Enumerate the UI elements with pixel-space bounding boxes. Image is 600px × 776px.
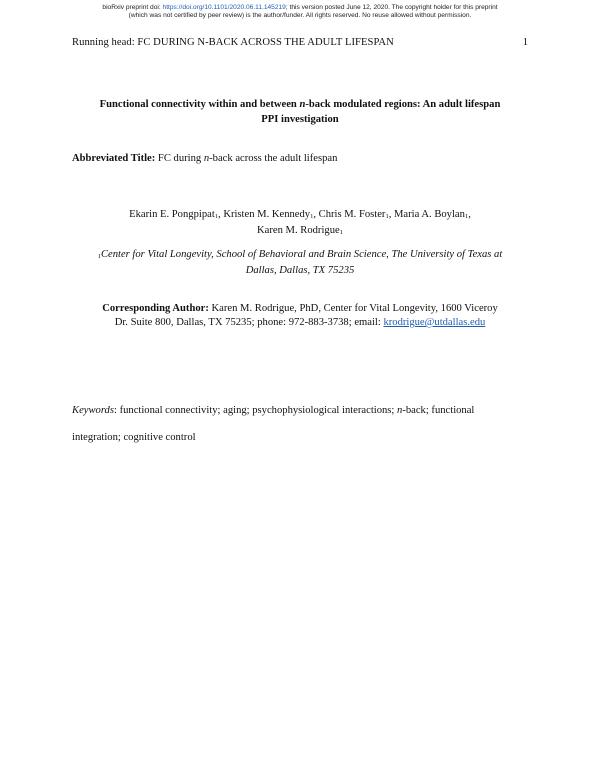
- title-italic-n: n: [299, 99, 306, 110]
- author-affiliation-marker: 1: [214, 213, 219, 220]
- author: Chris M. Foster: [318, 209, 386, 220]
- affiliation-text: Center for Vital Longevity, School of Behavioral and Brain Science, The University of Texas at: [100, 249, 503, 260]
- keywords-line2: integration; cognitive control: [72, 432, 196, 443]
- abbreviated-title-text-b: -back across the adult lifespan: [209, 153, 338, 164]
- doi-link[interactable]: https://doi.org/10.1101/2020.06.11.145219: [162, 4, 286, 11]
- notice-suffix: ; this version posted June 12, 2020. The copyright holder for this preprint: [285, 4, 498, 11]
- preprint-notice-line1: [0, 4, 600, 12]
- author: Karen M. Rodrigue: [257, 225, 340, 236]
- author: Maria A. Boylan: [394, 209, 465, 220]
- keywords-text-b: -back; functional: [402, 405, 475, 416]
- preprint-notice: [0, 4, 600, 21]
- title-line2: PPI investigation: [261, 113, 339, 125]
- keywords-label: Keywords: [72, 405, 114, 416]
- affiliation-marker: 1: [97, 253, 101, 260]
- abbreviated-title-italic-n: n: [203, 153, 210, 164]
- author-affiliation-marker: 1: [385, 213, 389, 220]
- author-line1: [72, 208, 528, 224]
- corresponding-address: Dr. Suite 800, Dallas, TX 75235; phone: 972-883-3738; email:: [114, 317, 384, 328]
- author-separator: ,: [313, 209, 319, 220]
- author: Kristen M. Kennedy: [223, 209, 311, 220]
- author-affiliation-marker: 1: [310, 213, 314, 220]
- corresponding-text: Karen M. Rodrigue, PhD, Center for Vital Longevity, 1600 Viceroy: [208, 303, 498, 314]
- running-head: Running head: FC DURING N-BACK ACROSS THE ADULT LIFESPAN: [72, 37, 394, 48]
- author-affiliation-marker: 1: [464, 213, 469, 220]
- keywords: [72, 397, 532, 451]
- affiliation-line1: [72, 248, 528, 264]
- author-separator: ,: [388, 209, 395, 220]
- author-separator: ,: [218, 209, 224, 220]
- paper-title: [72, 98, 528, 127]
- corresponding-line2: [72, 316, 528, 330]
- title-line1: [72, 98, 528, 113]
- preprint-notice-line2: (which was not certified by peer review) is the author/funder. All rights reserved. No reuse allowed without permission.: [128, 12, 472, 20]
- keywords-italic-n: n: [397, 405, 403, 416]
- author-affiliation-marker: 1: [339, 229, 343, 236]
- keywords-text-a: : functional connectivity; aging; psychophysiological interactions;: [113, 405, 398, 416]
- author: Ekarin E. Pongpipat: [129, 209, 215, 220]
- author-list: [72, 208, 528, 240]
- keywords-line1: [72, 397, 532, 424]
- corresponding-author: [72, 302, 528, 330]
- email-link[interactable]: krodrigue@utdallas.edu: [383, 317, 486, 328]
- notice-prefix: bioRxiv preprint doi:: [102, 4, 163, 11]
- page-number: 1: [522, 37, 528, 48]
- affiliation-line2: Dallas, Dallas, TX 75235: [245, 265, 355, 276]
- corresponding-line1: [72, 302, 528, 316]
- title-text-b: -back modulated regions: An adult lifespan: [305, 99, 501, 110]
- author-separator: ,: [468, 209, 471, 220]
- abbreviated-title: [72, 153, 337, 164]
- abbreviated-title-text-a: FC during: [155, 153, 204, 164]
- title-text-a: Functional connectivity within and between: [99, 99, 300, 110]
- affiliation: [72, 248, 528, 278]
- author-line2: [72, 224, 528, 240]
- abbreviated-title-label: Abbreviated Title:: [72, 153, 156, 164]
- corresponding-label: Corresponding Author:: [102, 303, 209, 314]
